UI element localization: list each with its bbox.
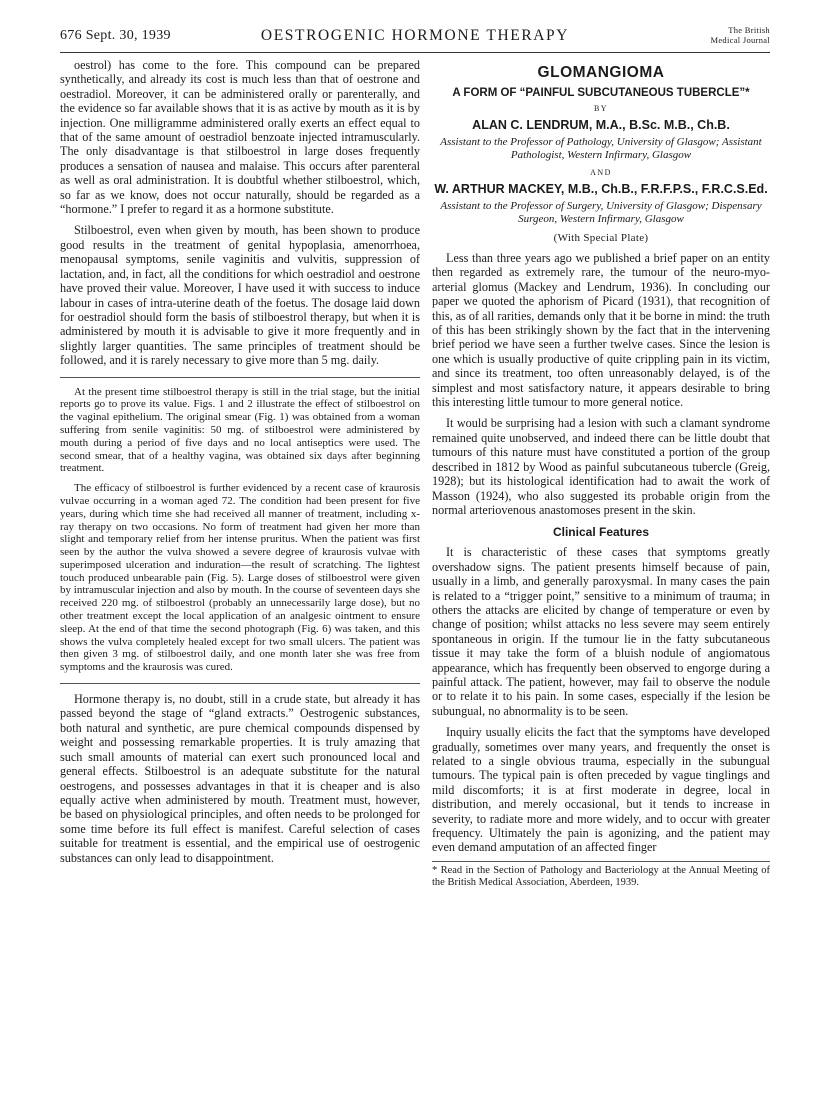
author-affiliation: Assistant to the Professor of Surgery, University of Glasgow; Dispensary Surgeon, Western Infirmary, Glasgow (440, 200, 762, 225)
author-affiliation: Assistant to the Professor of Pathology, University of Glasgow; Assistant Pathologist, Western Infirmary, Glasgow (440, 136, 762, 161)
paragraph: It is characteristic of these cases that symptoms greatly overshadow signs. The patient presents himself because of pain, usually in a limb, and generally paroxysmal. In many cases the pain is related to a “trigger point,” sensitive to a minimum of trauma; in others the attacks are elicited by change of temperature or even by change of position; whilst attacks no less severe may seem entirely spontaneous in origin. If the tumour lie in the fatty subcutaneous tissue it may take the form of a bluish nodule of angiomatous appearance, which has frequently been observed to engorge during a painful attack. The patient, however, may fail to observe the nodule or to relate it to his pain. In some cases, especially if the lesion be subungual, no abnormality is to be seen. (432, 545, 770, 718)
section-heading: Clinical Features (552, 525, 650, 540)
paragraph: oestrol) has come to the fore. This compound can be prepared synthetically, and already its cost is much less than that of oestrone and oestradiol. Moreover, it can be administered orally or parenterally, and the evidence so far available shows that it is as active by mouth as it is by injection. One milligramme administered orally exerts an effect equal to that of the same amount of oestradiol benzoate injected intramuscularly. The only disadvantage is that stilboestrol in large doses frequently produces a sensation of nausea and malaise. This occurs after parenteral as well as oral administration. It is doubtful whether stilboestrol, which, so far as we know, does not occur naturally, should be regarded as a “hormone.” I prefer to regard it as a hormone substitute. (60, 58, 420, 217)
footnote: * Read in the Section of Pathology and Bacteriology at the Annual Meeting of the British Medical Association, Aberdeen, 1939. (432, 861, 770, 889)
paragraph: Inquiry usually elicits the fact that the symptoms have developed gradually, sometimes over many years, and frequently the onset is related to a single obvious trauma, especially in the subungual tumours. The typical pain is often preceded by vague tinglings and mild discomforts; it is at first moderate in degree, local in distribution, and merely occasional, but it tends to increase in severity, to radiate more and more widely, and to occur with greater frequency. Ultimately the pain is agonizing, and the patient may even demand amputation of an affected finger (432, 725, 770, 855)
right-column (432, 58, 770, 889)
paragraph: Stilboestrol, even when given by mouth, has been shown to produce good results in the treatment of genital hypoplasia, amenorrhoea, menopausal symptoms, senile vaginitis and vulvitis, suppression of lactation, and, in fact, all the conditions for which oestradiol and oestrone have proved their value. Moreover, I have used it with success to induce labour in cases of intra-uterine death of the foetus. The dosage laid down for oestradiol should form the basis of stilboestrol therapy, but when it is administered by mouth it is advisable to give it more frequently and in slightly larger quantities. The same principles of treatment should be followed, and it is rarely necessary to give more than 5 mg. daily. (60, 223, 420, 368)
left-column (60, 58, 420, 865)
article-title: GLOMANGIOMA (537, 64, 665, 81)
paragraph: Less than three years ago we published a brief paper on an entity then regarded as extremely rare, the tumour of the neuro-myo-arterial glomus (Mackey and Lendrum, 1936). In concluding our paper we quoted the aphorism of Picard (1931), that recognition of this, as of all rarities, demands only that it be borne in mind: the truth of this has been strikingly shown by the fact that in the intervening brief period we have seen a further twelve cases. Since the lesion is one which is usually productive of quite crippling pain in its victim, and since its treatment, too often unreasonably delayed, is of the simplest and most satisfactory nature, it appears desirable to bring this interesting little tumour to more general notice. (432, 251, 770, 410)
special-plate-note: (With Special Plate) (553, 232, 649, 244)
author-name: W. ARTHUR MACKEY, M.B., Ch.B., F.R.F.P.S., F.R.C.S.Ed. (434, 182, 768, 196)
paragraph: At the present time stilboestrol therapy is still in the trial stage, but the initial reports go to prove its value. Figs. 1 and 2 illustrate the effect of stilboestrol on the vaginal epithelium. The original smear (Fig. 1) was obtained from a woman suffering from senile vaginitis: 50 mg. of stilboestrol were administered by mouth during a period of five days and no local antiseptics were used. The second smear, that of a healthy vagina, was obtained six days after beginning treatment. (60, 385, 420, 475)
paragraph: The efficacy of stilboestrol is further evidenced by a recent case of kraurosis vulvae occurring in a woman aged 72. The condition had been present for five years, during which time she had received all manner of treatment, including x-ray therapy on two occasions. No form of treatment had given her more than slight and temporary relief from her intense pruritus. When the patient was first seen by the author the vulva showed a severe degree of kraurosis vulvae with superimposed ulceration and induration—the result of scratching. The lightest touch produced unbearable pain (Fig. 5). Large doses of stilboestrol were given by intramuscular injection and also by mouth. In the course of seventeen days she received 220 mg. of stilboestrol (probably an unnecessarily large dose), but no other treatment except the local application of an analgesic ointment to ensure sleep. At the end of that time the second photograph (Fig. 6) was taken, and this shows the vulva completely healed except for two small ulcers. The patient was then given 3 mg. of stilboestrol daily, and one month later she was free from symptoms and the kraurosis was cured. (60, 482, 420, 674)
article-subtitle: A FORM OF “PAINFUL SUBCUTANEOUS TUBERCLE”* (452, 87, 750, 99)
author-name: ALAN C. LENDRUM, M.A., B.Sc. M.B., Ch.B. (472, 118, 730, 132)
byline-and: AND (590, 168, 612, 177)
journal-name (711, 25, 771, 45)
journal-name-line1: The British (728, 25, 770, 35)
journal-name-line2: Medical Journal (710, 35, 770, 45)
divider (60, 377, 420, 378)
page-header (60, 22, 770, 53)
paragraph: It would be surprising had a lesion with such a clamant syndrome remained quite unobserved, and indeed there can be little doubt that tumours of this nature must have constituted a portion of the group described in 1812 by Wood as painful subcutaneous tubercle (Greig, 1928); but its histological identification had to await the work of Masson (1924), who also suggested its probable origin from the normal arteriovenous anastomoses present in the skin. (432, 416, 770, 517)
paragraph: Hormone therapy is, no doubt, still in a crude state, but already it has passed beyond the stage of “gland extracts.” Oestrogenic substances, both natural and synthetic, are pure chemical compounds dispensed by weight and possessing remarkable properties. It is truly amazing that such small amounts of material can exert such pronounced local and general effects. Stilboestrol is an adequate substitute for the natural oestrogens, and possesses advantages in that it is cheaper and is also equally active when administered by mouth. Treatment must, however, be based on physiological principles, and often needs to be prolonged for some time before its full effect is manifest. Careful selection of cases suitable for treatment is essential, and the empirical use of oestrogenic substances can only lead to disappointment. (60, 692, 420, 865)
byline-by: BY (593, 104, 609, 113)
divider (60, 683, 420, 684)
page-number-date: 676 Sept. 30, 1939 (60, 28, 171, 43)
running-title: OESTROGENIC HORMONE THERAPY (260, 27, 570, 44)
